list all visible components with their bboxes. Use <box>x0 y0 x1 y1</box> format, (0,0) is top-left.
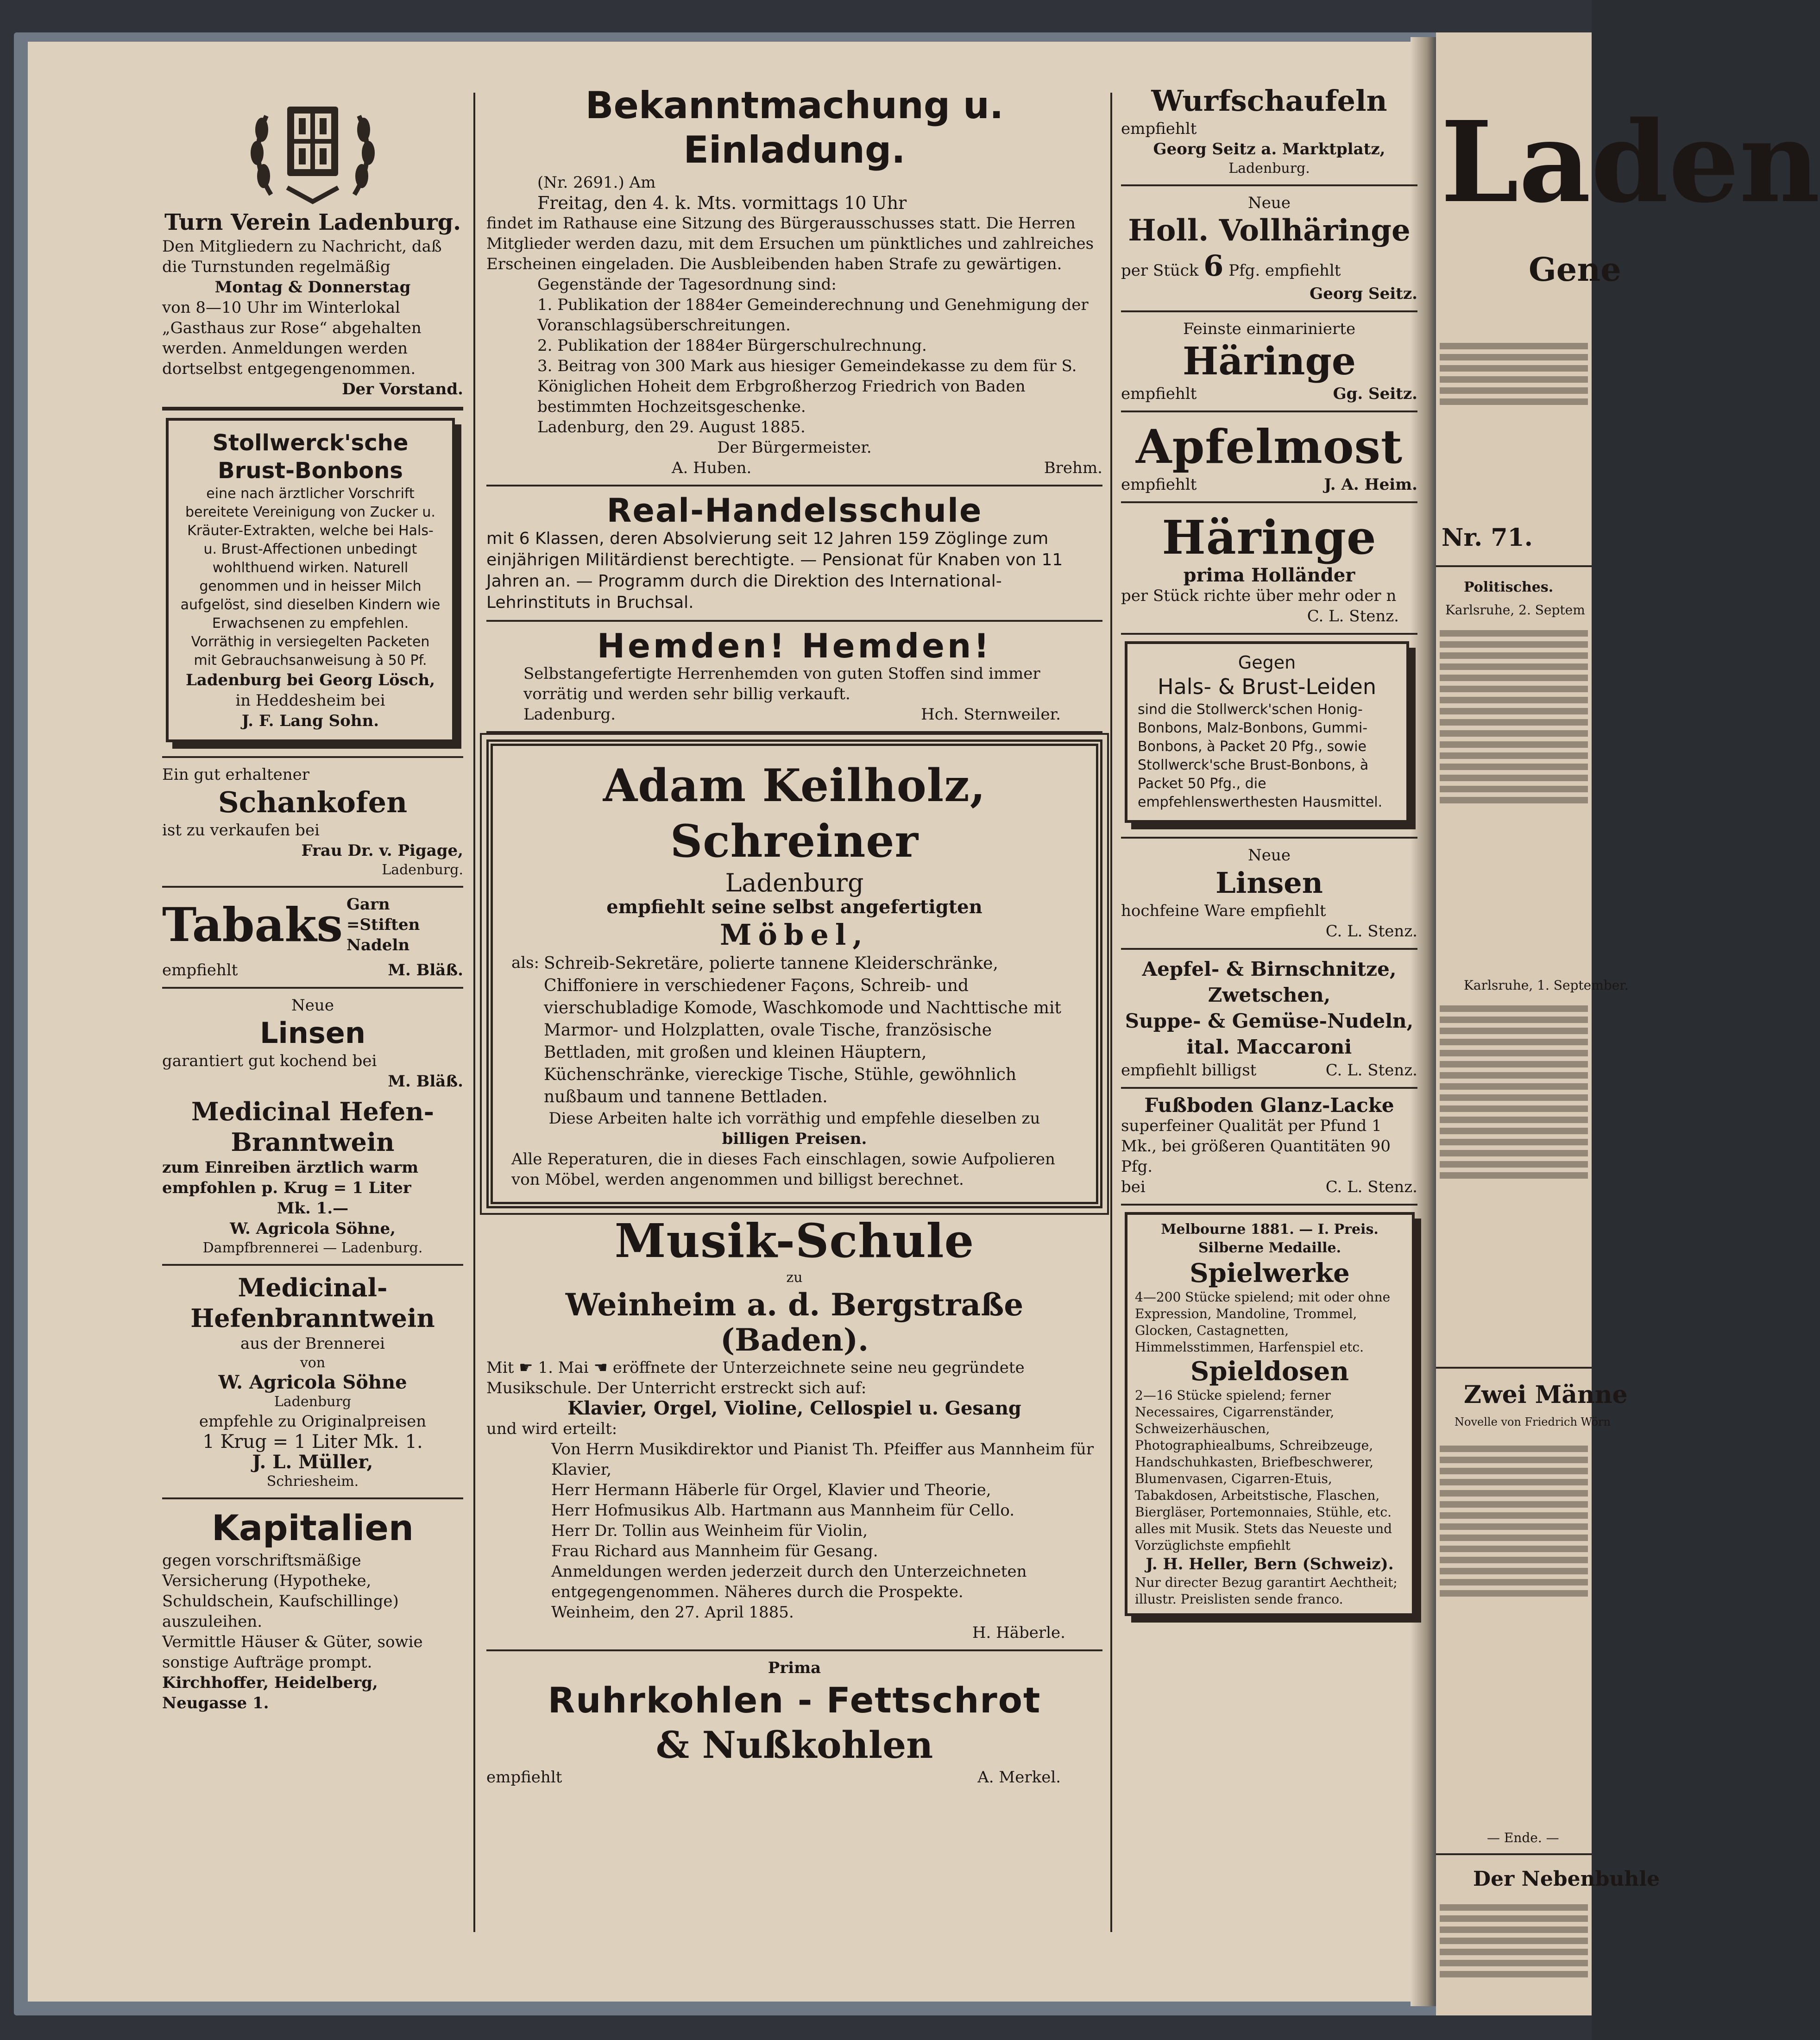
keilholz-als: als: <box>511 954 540 972</box>
text-line <box>1440 697 1588 703</box>
tabaks-item: =Stiften <box>346 916 420 934</box>
text-line <box>1440 1926 1588 1933</box>
apfelmost-footer <box>1121 474 1417 495</box>
facing-story-sub: Novelle von Friedrich Wörn <box>1455 1415 1611 1428</box>
musikschule-intro2: und wird erteilt: <box>486 1420 617 1438</box>
linsen-body: garantiert gut kochend bei <box>162 1052 377 1070</box>
text-line <box>1440 1568 1588 1574</box>
tabaks-items <box>346 894 420 955</box>
spielwerke-title-1: Spielwerke <box>1190 1258 1350 1288</box>
apfelmost-sign: J. A. Heim. <box>1324 475 1417 494</box>
musikschule-title: Musik-Schule <box>614 1213 975 1268</box>
divider <box>1121 1087 1417 1089</box>
text-line <box>1440 365 1588 372</box>
hemden-sign: Hch. Sternweiler. <box>921 705 1061 724</box>
text-line <box>1440 343 1588 349</box>
medicinal2-line: empfehle zu Originalpreisen <box>199 1412 427 1431</box>
kohlen-title-1: Ruhrkohlen - Fettschrot <box>548 1680 1041 1721</box>
column-rule-2 <box>1110 93 1112 1932</box>
agenda-item: 3. Beitrag von 300 Mark aus hiesiger Gemeindekasse zu dem für S. Königlichen Hoheit dem Erbgroßherzog Friedrich von Baden bestimmten Hochzeitsgeschenke. <box>537 357 1077 416</box>
linsen-right-body: hochfeine Ware empfiehlt <box>1121 902 1326 920</box>
text-line <box>1440 719 1588 726</box>
lacke-title: Fußboden Glanz-Lacke <box>1144 1094 1394 1117</box>
facing-ende: — Ende. — <box>1487 1830 1559 1845</box>
haeringe2-sub: prima Holländer <box>1183 564 1355 586</box>
text-line <box>1440 1535 1588 1541</box>
divider <box>1121 837 1417 839</box>
keilholz-city: Ladenburg <box>725 868 864 897</box>
medicinal-body: zum Einreiben ärztlich warm empfohlen p. Krug = 1 Liter <box>162 1158 419 1197</box>
halsbrust-ad <box>1125 641 1409 823</box>
haeringe-ad-1 <box>1121 319 1417 404</box>
text-line <box>1440 1523 1588 1530</box>
musikschule-date: Weinheim, den 27. April 1885. <box>551 1603 794 1622</box>
bekanntmachung-signatures <box>486 458 1102 478</box>
schankofen-body: ist zu verkaufen bei <box>162 821 320 840</box>
divider <box>486 731 1102 733</box>
keilholz-title: Adam Keilholz, Schreiner <box>603 759 986 867</box>
stollwerck-seller-1: Ladenburg bei Georg Lösch, <box>185 671 435 689</box>
turnverein-body: Den Mitgliedern zu Nachricht, daß die Turnstunden regelmäßig <box>162 237 442 276</box>
aepfel-line: Zwetschen, <box>1208 984 1331 1006</box>
turnverein-days: Montag & Donnerstag <box>214 278 411 297</box>
divider <box>162 987 463 989</box>
column-left <box>162 83 463 1718</box>
bekanntmachung-title: Bekanntmachung u. Einladung. <box>585 84 1004 171</box>
tabaks-item: Nadeln <box>346 936 410 954</box>
tabaks-title: Tabaks <box>162 897 343 952</box>
facing-body-4 <box>1436 1900 1592 1982</box>
wurfschaufeln-ad <box>1121 83 1417 178</box>
teacher-line: Herr Hofmusikus Alb. Hartmann aus Mannheim für Cello. <box>551 1501 1015 1520</box>
schankofen-ad <box>162 764 463 879</box>
divider <box>162 1264 463 1266</box>
musikschule-sign: H. Häberle. <box>972 1623 1065 1642</box>
text-line <box>1440 1457 1588 1463</box>
linsen-right-intro: Neue <box>1248 846 1291 865</box>
linsen-intro: Neue <box>291 996 334 1015</box>
facing-masthead: Laden <box>1441 97 1820 227</box>
musikschule-ad <box>486 1213 1102 1643</box>
stollwerck-seller-2: in Heddesheim bei <box>235 691 385 710</box>
teacher-line: Frau Richard aus Mannheim für Gesang. <box>551 1542 878 1560</box>
spielwerke-body-3: Nur directer Bezug garantirt Aechtheit; illustr. Preislisten sende franco. <box>1135 1575 1398 1607</box>
turner-emblem-icon <box>243 88 382 208</box>
linsen-right-title: Linsen <box>1215 866 1323 900</box>
text-line <box>1440 708 1588 714</box>
apfelmost-title: Apfelmost <box>1135 419 1403 474</box>
linsen-ad-left <box>162 995 463 1092</box>
medicinal-price: Mk. 1.— <box>277 1199 349 1218</box>
bekanntmachung-body: findet im Rathause eine Sitzung des Bürgerausschusses statt. Die Herren Mitglieder werden dazu, mit dem Ersuchen um pünktliches und zahlreiches Erscheinen eingeladen. Die Ausbleibenden haben Strafe zu gewärtigen. <box>486 214 1094 273</box>
vollhaeringe-title: Holl. Vollhäringe <box>1128 213 1411 248</box>
text-line <box>1440 1128 1588 1134</box>
facing-rule <box>1436 1853 1592 1855</box>
text-line <box>1440 1938 1588 1944</box>
bekanntmachung-date: Ladenburg, den 29. August 1885. <box>537 418 806 436</box>
text-line <box>1440 1061 1588 1067</box>
tabaks-sign: M. Bläß. <box>388 961 463 979</box>
text-line <box>1440 1005 1588 1012</box>
linsen-sign: M. Bläß. <box>388 1072 463 1091</box>
text-line <box>1440 354 1588 360</box>
facing-story2-title: Der Nebenbuhle <box>1473 1867 1660 1891</box>
spielwerke-body-1: 4—200 Stücke spielend; mit oder ohne Expression, Mandoline, Trommel, Glocken, Castagnetten, Himmelsstimmen, Harfenspiel etc. <box>1135 1289 1391 1355</box>
bekanntmachung-sign-right: Brehm. <box>1044 459 1102 477</box>
bekanntmachung-office: Der Bürgermeister. <box>717 438 872 457</box>
spielwerke-ad <box>1125 1212 1415 1616</box>
text-line <box>1440 1105 1588 1112</box>
lacke-body: superfeiner Qualität per Pfund 1 Mk., bei größeren Quantitäten 90 Pfg. <box>1121 1117 1391 1176</box>
bekanntmachung-line1: (Nr. 2691.) Am <box>537 173 656 192</box>
text-line <box>1440 1501 1588 1508</box>
facing-date-1: Karlsruhe, 2. Septem <box>1445 602 1585 618</box>
column-middle <box>486 83 1102 1792</box>
divider <box>162 407 463 411</box>
text-line <box>1440 1468 1588 1474</box>
column-rule-1 <box>473 93 475 1932</box>
aepfel-line: Suppe- & Gemüse-Nudeln, <box>1125 1010 1414 1032</box>
text-line <box>1440 1161 1588 1168</box>
vollhaeringe-sign: Georg Seitz. <box>1310 284 1417 303</box>
tabaks-ad <box>162 894 463 955</box>
hemden-footer <box>486 704 1102 725</box>
hemden-ad <box>486 628 1102 725</box>
wurfschaufeln-title: Wurfschaufeln <box>1151 84 1387 118</box>
haeringe1-intro: Feinste einmarinierte <box>1183 320 1356 338</box>
text-line <box>1440 1017 1588 1023</box>
linsen-ad-right <box>1121 845 1417 941</box>
kapitalien-title: Kapitalien <box>212 1507 414 1548</box>
teacher-line: Herr Dr. Tollin aus Weinheim für Violin, <box>551 1522 868 1540</box>
text-line <box>1440 641 1588 648</box>
vollhaeringe-price <box>1121 248 1417 284</box>
bekanntmachung-line2: Freitag, den 4. k. Mts. vormittags 10 Uhr <box>537 193 907 213</box>
text-line <box>1440 1579 1588 1585</box>
kohlen-sign: A. Merkel. <box>977 1768 1061 1787</box>
schankofen-intro: Ein gut erhaltener <box>162 765 310 784</box>
text-line <box>1440 1072 1588 1079</box>
text-line <box>1440 764 1588 770</box>
text-line <box>1440 1139 1588 1145</box>
spielwerke-maker: J. H. Heller, Bern (Schweiz). <box>1146 1555 1394 1573</box>
text-line <box>1440 775 1588 781</box>
facing-body-1 <box>1436 625 1592 808</box>
text-line <box>1440 630 1588 637</box>
divider <box>162 1497 463 1499</box>
medicinal-title-1: Medicinal Hefen- <box>191 1097 434 1126</box>
text-line <box>1440 1490 1588 1497</box>
vollhaeringe-price-post: Pfg. empfiehlt <box>1228 261 1341 280</box>
vollhaeringe-intro: Neue <box>1248 194 1291 212</box>
medicinal2-line: von <box>300 1355 326 1371</box>
text-line <box>1440 1479 1588 1485</box>
haeringe2-price: per Stück richte über mehr oder n <box>1121 587 1397 605</box>
medicinal2-title-2: Hefenbranntwein <box>190 1303 435 1333</box>
text-line <box>1440 730 1588 737</box>
text-line <box>1440 1083 1588 1090</box>
medicinal-sign-2: Dampfbrennerei — Ladenburg. <box>202 1240 423 1256</box>
hemden-title: Hemden! Hemden! <box>597 626 992 665</box>
stollwerck-seller-3: J. F. Lang Sohn. <box>241 712 379 730</box>
text-line <box>1440 786 1588 792</box>
turnverein-sign: Der Vorstand. <box>342 380 463 398</box>
medicinal2-line: aus der Brennerei <box>240 1334 385 1353</box>
wurfschaufeln-sign-2: Ladenburg. <box>1228 160 1310 177</box>
bekanntmachung-sign-left: A. Huben. <box>672 459 752 477</box>
haeringe2-sign: C. L. Stenz. <box>1307 607 1399 625</box>
aepfel-sign: C. L. Stenz. <box>1325 1061 1417 1080</box>
text-line <box>1440 741 1588 748</box>
haeringe-ad-2 <box>1121 510 1417 626</box>
text-line <box>1440 387 1588 394</box>
keilholz-sub: empfiehlt seine selbst angefertigten <box>606 896 982 918</box>
musikschule-subjects: Klavier, Orgel, Violine, Cellospiel u. Gesang <box>567 1397 1021 1419</box>
divider <box>486 485 1102 486</box>
facing-body-2 <box>1436 1001 1592 1183</box>
spielwerke-title-2: Spieldosen <box>1190 1356 1349 1387</box>
text-line <box>1440 1028 1588 1034</box>
turnverein-body2: von 8—10 Uhr im Winterlokal „Gasthaus zur Rose“ abgehalten werden. Anmeldungen werden dortselbst entgegengenommen. <box>162 298 422 378</box>
agenda-title: Gegenstände der Tagesordnung sind: <box>537 275 837 294</box>
schankofen-sign-1: Frau Dr. v. Pigage, <box>301 841 463 860</box>
teacher-line: Herr Hermann Häberle für Orgel, Klavier und Theorie, <box>551 1481 991 1499</box>
facing-body-3 <box>1436 1441 1592 1601</box>
aepfel-ad <box>1121 956 1417 1080</box>
stollwerck-body: eine nach ärztlicher Vorschrift bereitete Vereinigung von Zucker u. Kräuter-Extrakten, welche bei Hals- u. Brust-Affectionen unbedingt wohlthuend wirken. Naturell genommen und in heisser Milch aufgelöst, sind dieselben Kindern wie Erwachsenen zu empfehlen. <box>180 486 441 632</box>
text-line <box>1440 686 1588 692</box>
kapitalien-body: gegen vorschriftsmäßige Versicherung (Hypotheke, Schuldschein, Kaufschillinge) auszuleihen. <box>162 1551 399 1631</box>
text-line <box>1440 1117 1588 1123</box>
agenda-item: 1. Publikation der 1884er Gemeinderechnung und Genehmigung der Voranschlagsüberschreitungen. <box>537 296 1089 335</box>
facing-date-2: Karlsruhe, 1. September. <box>1464 978 1629 993</box>
text-line <box>1440 652 1588 659</box>
vollhaeringe-price-pre: per Stück <box>1121 261 1199 280</box>
halsbrust-body: sind die Stollwerck'schen Honig-Bonbons, Malz-Bonbons, Gummi-Bonbons, à Packet 20 Pfg., sowie Stollwerck'sche Brust-Bonbons, à Packet 50 Pfg., die empfehlenswerthesten Hausmittel. <box>1138 701 1383 810</box>
divider <box>1121 184 1417 186</box>
aepfel-footer <box>1121 1060 1417 1080</box>
lacke-ad <box>1121 1095 1417 1197</box>
spielwerke-body-2: 2—16 Stücke spielend; ferner Necessaires, Cigarrenständer, Schweizerhäuschen, Photographiealbums, Schreibzeuge, Handschuhkasten, Briefbeschwerer, Blumenvasen, Cigarren-Etuis, Tabakdosen, Arbeitstische, Flaschen, Biergläser, Portemonnaies, Stühle, etc. alles mit Musik. Stets das Neueste und Vorzüglichste empfiehlt <box>1135 1388 1392 1553</box>
facing-section: Politisches. <box>1464 579 1554 595</box>
facing-number: Nr. 71. <box>1442 524 1533 552</box>
stollwerck-title-1: Stollwerck'sche <box>212 430 409 456</box>
keilholz-line4: Alle Reperaturen, die in dieses Fach einschlagen, sowie Aufpolieren von Möbel, werden angenommen und billigst berechnet. <box>511 1150 1055 1189</box>
kohlen-prima: Prima <box>768 1659 821 1677</box>
kohlen-ad <box>486 1658 1102 1787</box>
divider <box>1121 948 1417 950</box>
text-line <box>1440 1949 1588 1955</box>
hemden-place: Ladenburg. <box>523 705 616 724</box>
stollwerck-title-2: Brust-Bonbons <box>218 458 403 484</box>
text-line <box>1440 1050 1588 1056</box>
text-line <box>1440 1172 1588 1179</box>
medicinal2-line: W. Agricola Söhne <box>218 1371 407 1393</box>
vollhaeringe-price-num: 6 <box>1203 249 1224 283</box>
keilholz-line3: billigen Preisen. <box>722 1130 867 1148</box>
tabaks-footer <box>162 960 463 980</box>
wurfschaufeln-sign-1: Georg Seitz a. Marktplatz, <box>1153 140 1385 158</box>
facing-page <box>1436 32 1820 2015</box>
medicinal2-sign-1: J. L. Müller, <box>252 1451 373 1473</box>
kapitalien-body2: Vermittle Häuser & Güter, sowie sonstige Aufträge prompt. <box>162 1633 423 1672</box>
text-line <box>1440 663 1588 670</box>
divider <box>1121 501 1417 503</box>
divider <box>486 1649 1102 1651</box>
text-line <box>1440 1094 1588 1101</box>
bekanntmachung-ad <box>486 83 1102 478</box>
lacke-footer <box>1121 1177 1417 1197</box>
linsen-title: Linsen <box>260 1016 365 1050</box>
teacher-line: Von Herrn Musikdirektor und Pianist Th. Pfeiffer aus Mannheim für Klavier, <box>551 1440 1094 1479</box>
medicinal-title-2: Branntwein <box>231 1127 395 1157</box>
realschule-title: Real-Handelsschule <box>606 492 982 530</box>
turnverein-title: Turn Verein Ladenburg. <box>164 209 461 235</box>
halsbrust-title-2: Hals- & Brust-Leiden <box>1157 674 1377 699</box>
text-line <box>1440 376 1588 383</box>
facing-masthead-sub: Gene <box>1529 250 1621 289</box>
medicinal2-line: 1 Krug = 1 Liter Mk. 1. <box>202 1431 423 1453</box>
hemden-body: Selbstangefertigte Herrenhemden von guten Stoffen sind immer vorrätig und werden sehr billig verkauft. <box>523 664 1040 703</box>
kohlen-footer <box>486 1767 1102 1787</box>
column-right <box>1121 83 1417 1630</box>
stollwerck-ad <box>166 418 455 742</box>
musikschule-zu: zu <box>786 1269 803 1286</box>
stollwerck-body2: Vorräthig in versiegelten Packeten mit Gebrauchsanweisung à 50 Pf. <box>191 634 430 669</box>
facing-story-title: Zwei Männe <box>1464 1381 1628 1409</box>
keilholz-body: Schreib-Sekretäre, polierte tannene Kleiderschränke, Chiffoniere in verschiedener Façons, Schreib- und vierschubladige Komode, Waschkomode und Nachttische mit Marmor- und Holzplatten, ovale Tische, französische Bettladen, mit großen und kleinen Häuptern, Küchenschränke, viereckige Tische, Stühle, gewöhnlich nußbaum und tannene Bettladen. <box>544 954 1061 1106</box>
kohlen-title-2: & Nußkohlen <box>655 1723 933 1767</box>
divider <box>486 620 1102 622</box>
tabaks-left: empfiehlt <box>162 961 238 979</box>
divider <box>162 886 463 888</box>
divider <box>1121 633 1417 635</box>
musikschule-city: Weinheim a. d. Bergstraße (Baden). <box>565 1287 1024 1358</box>
turnverein-ad <box>162 88 463 399</box>
wurfschaufeln-body: empfiehlt <box>1121 120 1197 138</box>
text-line <box>1440 675 1588 681</box>
keilholz-list <box>511 953 1077 1108</box>
text-line <box>1440 1546 1588 1552</box>
medicinal-ad-2 <box>162 1272 463 1491</box>
text-line <box>1440 1039 1588 1045</box>
facing-rule <box>1436 1367 1592 1369</box>
divider <box>162 756 463 758</box>
realschule-body: mit 6 Klassen, deren Absolvierung seit 12 Jahren 159 Zöglinge zum einjährigen Militärdienst berechtigte. — Pensionat für Knaben von 11 Jahren an. — Programm durch die Direktion des International-Lehrinstituts in Bruchsal. <box>486 529 1063 612</box>
lacke-sign: C. L. Stenz. <box>1325 1178 1417 1196</box>
medicinal2-title-1: Medicinal- <box>238 1273 388 1302</box>
vollhaeringe-ad <box>1121 193 1417 304</box>
text-line <box>1440 1971 1588 1977</box>
aepfel-line: Aepfel- & Birnschnitze, <box>1142 958 1397 980</box>
medicinal2-sign-2: Schriesheim. <box>266 1473 359 1490</box>
haeringe1-footer <box>1121 384 1417 404</box>
text-line <box>1440 398 1588 405</box>
keilholz-ad <box>486 739 1102 1208</box>
tabaks-item: Garn <box>346 895 390 914</box>
musikschule-body1: Mit ☛ 1. Mai ☚ eröffnete der Unterzeichnete seine neu gegründete Musikschule. Der Unterricht erstreckt sich auf: <box>486 1358 1025 1397</box>
spielwerke-top-1: Melbourne 1881. — I. Preis. <box>1161 1221 1379 1238</box>
realschule-ad <box>486 493 1102 613</box>
haeringe1-left: empfiehlt <box>1121 385 1197 403</box>
divider <box>1121 310 1417 312</box>
keilholz-line2: Diese Arbeiten halte ich vorräthig und empfehle dieselben zu <box>548 1109 1040 1128</box>
haeringe2-title: Häringe <box>1162 510 1377 565</box>
agenda-item: 2. Publikation der 1884er Bürgerschulrechnung. <box>537 336 927 355</box>
kapitalien-sign: Kirchhoffer, Heidelberg, Neugasse 1. <box>162 1674 378 1712</box>
text-line <box>1440 1150 1588 1156</box>
spielwerke-top-2: Silberne Medaille. <box>1198 1240 1341 1256</box>
schankofen-sign-2: Ladenburg. <box>382 862 463 878</box>
medicinal-ad-1 <box>162 1096 463 1257</box>
linsen-right-sign: C. L. Stenz. <box>1325 922 1417 941</box>
haeringe1-title: Häringe <box>1182 339 1356 384</box>
aepfel-line: ital. Maccaroni <box>1186 1036 1352 1058</box>
text-line <box>1440 797 1588 803</box>
medicinal-sign-1: W. Agricola Söhne, <box>230 1219 396 1238</box>
kohlen-left: empfiehlt <box>486 1768 562 1787</box>
apfelmost-ad <box>1121 419 1417 495</box>
kapitalien-ad <box>162 1506 463 1713</box>
text-line <box>1440 1960 1588 1966</box>
lacke-left: bei <box>1121 1178 1146 1196</box>
text-line <box>1440 1512 1588 1519</box>
divider <box>1121 411 1417 412</box>
keilholz-moebel: Möbel, <box>720 918 869 952</box>
medicinal2-line: Ladenburg <box>274 1394 352 1410</box>
haeringe1-sign: Gg. Seitz. <box>1333 385 1417 403</box>
apfelmost-left: empfiehlt <box>1121 475 1197 494</box>
divider <box>1121 1204 1417 1206</box>
halsbrust-title-1: Gegen <box>1238 652 1296 673</box>
text-line <box>1440 1446 1588 1452</box>
text-line <box>1440 752 1588 759</box>
facing-rule <box>1436 565 1592 567</box>
text-line <box>1440 1915 1588 1922</box>
text-line <box>1440 1904 1588 1911</box>
text-line <box>1440 1557 1588 1563</box>
facing-header-text <box>1436 338 1592 459</box>
schankofen-title: Schankofen <box>218 785 408 819</box>
text-line <box>1440 1590 1588 1597</box>
musikschule-body2: Anmeldungen werden jederzeit durch den Unterzeichneten entgegengenommen. Näheres durch die Prospekte. <box>551 1562 1027 1601</box>
aepfel-left: empfiehlt billigst <box>1121 1061 1257 1080</box>
